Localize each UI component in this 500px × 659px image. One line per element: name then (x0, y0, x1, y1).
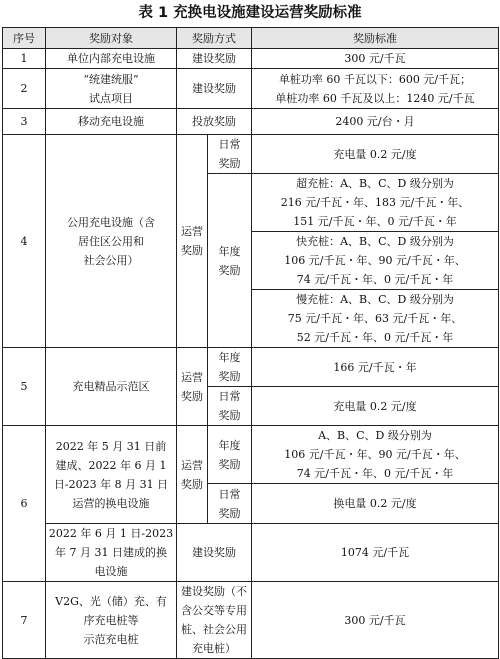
row-number: 1 (3, 49, 46, 69)
table-header-row (3, 28, 499, 49)
reward-object: 2022 年 5 月 31 日前 建成、2022 年 6 月 1 日-2023 年 8 月 31 日 运营的换电设施 (46, 426, 177, 524)
reward-method: 运营 奖励 (177, 426, 208, 524)
daily-reward-standard: 换电量 0.2 元/度 (252, 484, 499, 524)
reward-standards-table (2, 27, 499, 659)
slow-charger-standard: 慢充桩：A、B、C、D 级分别为 75 元/千瓦・年、63 元/千瓦・年、 52 元/千瓦・年、0 元/千瓦・年 (252, 290, 499, 348)
row-number: 2 (3, 69, 46, 109)
annual-reward-label: 年度 奖励 (208, 174, 252, 348)
reward-object: “统建统服” 试点项目 (46, 69, 177, 109)
annual-reward-label: 年度 奖励 (208, 348, 252, 387)
table-row (3, 135, 499, 174)
reward-method: 投放奖励 (177, 109, 252, 135)
fast-charger-standard: 快充桩：A、B、C、D 级分别为 106 元/千瓦・年、90 元/千瓦・年、 74 元/千瓦・年、0 元/千瓦・年 (252, 232, 499, 290)
daily-reward-standard: 充电量 0.2 元/度 (252, 135, 499, 174)
reward-standard: 单桩功率 60 千瓦以下：600 元/千瓦； 单桩功率 60 千瓦及以上：1240 元/千瓦 (252, 69, 499, 109)
table-title: 表 1 充换电设施建设运营奖励标准 (138, 5, 362, 21)
header-no: 序号 (3, 28, 46, 49)
annual-reward-standard: A、B、C、D 级分别为 106 元/千瓦・年、90 元/千瓦・年、 74 元/千瓦・年、0 元/千瓦・年 (252, 426, 499, 484)
table-row (3, 348, 499, 387)
reward-standard: 300 元/千瓦 (252, 49, 499, 69)
reward-method: 建设奖励 (177, 69, 252, 109)
reward-object: 2022 年 6 月 1 日-2023 年 7 月 31 日建成的换 电设施 (46, 524, 177, 582)
reward-method: 运营 奖励 (177, 135, 208, 348)
reward-object: 充电精品示范区 (46, 348, 177, 426)
table-row (3, 69, 499, 109)
reward-object: 单位内部充电设施 (46, 49, 177, 69)
reward-method: 建设奖励 (177, 524, 252, 582)
row-number: 7 (3, 582, 46, 659)
table-row (3, 109, 499, 135)
header-object: 奖励对象 (46, 28, 177, 49)
row-number: 5 (3, 348, 46, 426)
super-charger-standard: 超充桩：A、B、C、D 级分别为 216 元/千瓦・年、183 元/千瓦・年、 151 元/千瓦・年、0 元/千瓦・年 (252, 174, 499, 232)
reward-object: 公用充电设施（含 居住区公用和 社会公用） (46, 135, 177, 348)
reward-object: 移动充电设施 (46, 109, 177, 135)
annual-reward-standard: 166 元/千瓦・年 (252, 348, 499, 387)
reward-method: 建设奖励（不 含公交等专用 桩、社会公用 充电桩） (177, 582, 252, 659)
reward-method: 建设奖励 (177, 49, 252, 69)
daily-reward-label: 日常 奖励 (208, 135, 252, 174)
daily-reward-standard: 充电量 0.2 元/度 (252, 387, 499, 426)
daily-reward-label: 日常 奖励 (208, 387, 252, 426)
annual-reward-label: 年度 奖励 (208, 426, 252, 484)
reward-standard: 2400 元/台・月 (252, 109, 499, 135)
row-number: 3 (3, 109, 46, 135)
table-row (3, 426, 499, 484)
reward-standard: 300 元/千瓦 (252, 582, 499, 659)
row-number: 4 (3, 135, 46, 348)
table-row (3, 49, 499, 69)
header-standard: 奖励标准 (252, 28, 499, 49)
header-method: 奖励方式 (177, 28, 252, 49)
reward-object: V2G、光（储）充、有 序充电桩等 示范充电桩 (46, 582, 177, 659)
table-row (3, 524, 499, 582)
table-row (3, 582, 499, 659)
daily-reward-label: 日常 奖励 (208, 484, 252, 524)
reward-method: 运营 奖励 (177, 348, 208, 426)
reward-standard: 1074 元/千瓦 (252, 524, 499, 582)
row-number: 6 (3, 426, 46, 582)
